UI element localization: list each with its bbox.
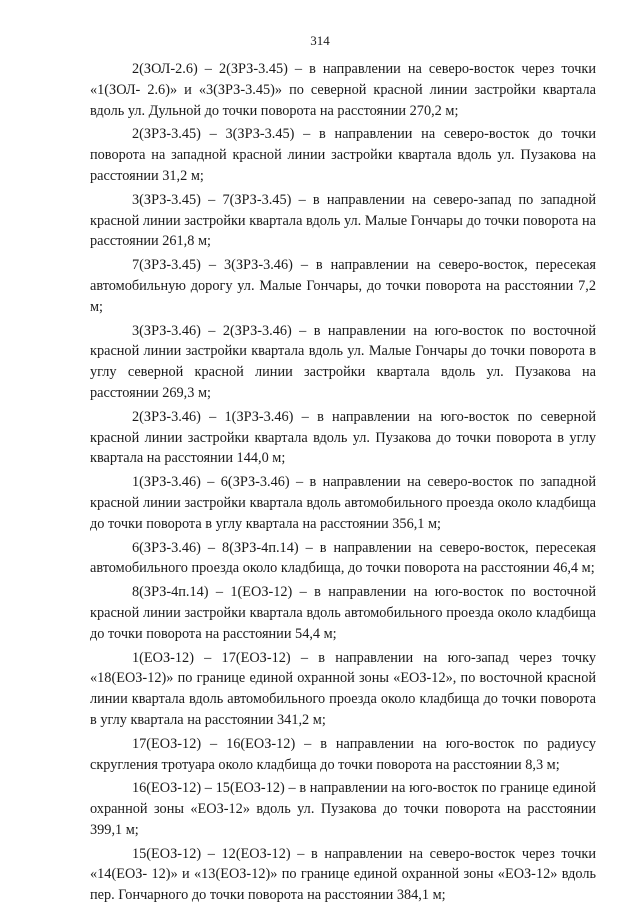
paragraph-6: 2(ЗРЗ-3.46) – 1(ЗРЗ-3.46) – в направлении на юго-восток по северной красной линии застройки квартала вдоль ул. Пузакова до точки поворота в углу квартала на расстоянии 144,0 м; [90, 408, 596, 467]
paragraph-12: 16(ЕОЗ-12) – 15(ЕОЗ-12) – в направлении на юго-восток по границе единой охранной зоны «ЕОЗ-12» вдоль ул. Пузакова до точки поворота на расстоянии 399,1 м; [90, 780, 596, 838]
paragraph-3: 3(ЗРЗ-3.45) – 7(ЗРЗ-3.45) – в направлении на северо-запад по западной красной линии застройки квартала вдоль ул. Малые Гончары до точки поворота на расстоянии 261,8 м; [90, 191, 596, 250]
paragraph-1: 2(ЗОЛ-2.6) – 2(ЗРЗ-3.45) – в направлении на северо-восток через точки «1(ЗОЛ- 2.6)» и «3(ЗРЗ-3.45)» по северной красной линии застройки квартала вдоль ул. Дульной до точки поворота на расстоянии 270,2 м; [90, 61, 596, 119]
paragraph-9: 8(ЗРЗ-4п.14) – 1(ЕОЗ-12) – в направлении на юго-восток по восточной красной линии застройки квартала вдоль автомобильного проезда около кладбища до точки поворота на расстоянии 54,4 м; [90, 584, 596, 642]
paragraph-11: 17(ЕОЗ-12) – 16(ЕОЗ-12) – в направлении на юго-восток по радиусу скругления тротуара около кладбища до точки поворота на расстоянии 8,3 м; [90, 735, 596, 773]
paragraph-8: 6(ЗРЗ-3.46) – 8(ЗРЗ-4п.14) – в направлении на северо-восток, пересекая автомобильного проезда около кладбища, до точки поворота на расстоянии 46,4 м; [90, 539, 596, 577]
paragraph-10: 1(ЕОЗ-12) – 17(ЕОЗ-12) – в направлении на юго-запад через точку «18(ЕОЗ-12)» по границе единой охранной зоны «ЕОЗ-12», по восточной красной линии квартала вдоль автомобильного проезда около кладбища до точки поворота в углу квартала на расстоянии 341,2 м; [90, 649, 596, 728]
paragraph-2: 2(ЗРЗ-3.45) – 3(ЗРЗ-3.45) – в направлении на северо-восток до точки поворота на западной красной линии застройки квартала вдоль ул. Пузакова на расстоянии 31,2 м; [90, 126, 596, 184]
paragraph-13: 15(ЕОЗ-12) – 12(ЕОЗ-12) – в направлении на северо-восток через точки «14(ЕОЗ- 12)» и «13(ЕОЗ-12)» по границе единой охранной зоны «ЕОЗ-12» вдоль пер. Гончарного до точки поворота на расстоянии 384,1 м; [90, 845, 596, 904]
document-body [90, 59, 596, 909]
paragraph-4: 7(ЗРЗ-3.45) – 3(ЗРЗ-3.46) – в направлении на северо-восток, пересекая автомобильную дорогу ул. Малые Гончары, до точки поворота на расстоянии 7,2 м; [90, 257, 596, 315]
paragraph-5: 3(ЗРЗ-3.46) – 2(ЗРЗ-3.46) – в направлении на юго-восток по восточной красной линии застройки квартала вдоль ул. Малые Гончары до точки поворота в углу северной красной линии застройки квартала вдоль ул. Пузакова на расстоянии 269,3 м; [90, 322, 596, 401]
paragraph-7: 1(ЗРЗ-3.46) – 6(ЗРЗ-3.46) – в направлении на северо-восток по западной красной линии застройки квартала вдоль автомобильного проезда около кладбища до точки поворота в углу квартала на расстоянии 356,1 м; [90, 474, 596, 532]
page-number: 314 [310, 33, 330, 48]
